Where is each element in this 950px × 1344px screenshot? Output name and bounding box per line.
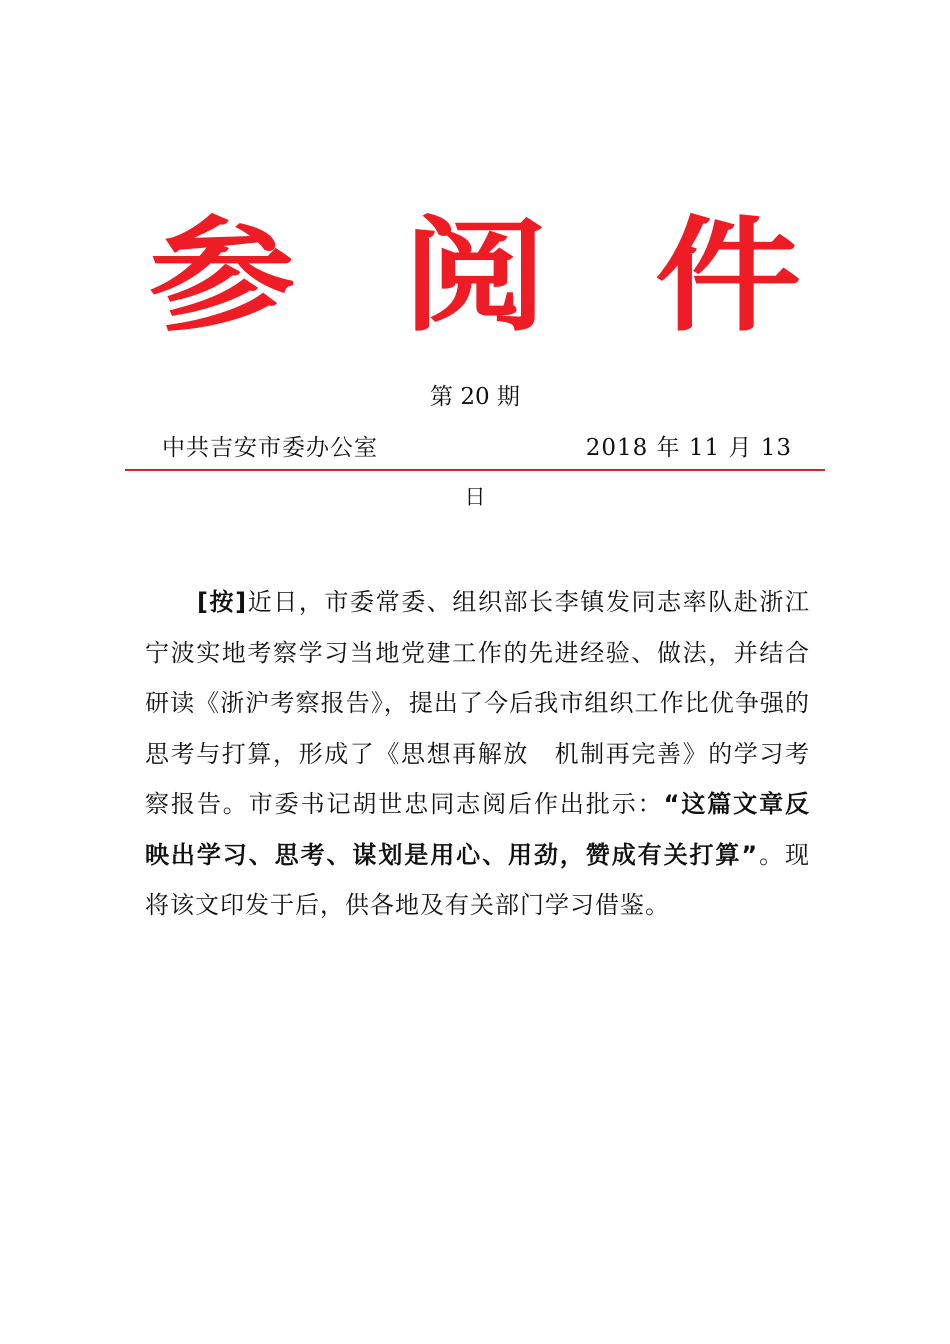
issue-number: 第 20 期	[430, 384, 520, 410]
editor-note-tag: [按]	[197, 588, 248, 616]
issue-date: 2018 年 11 月 13	[585, 435, 792, 461]
editor-note-paragraph	[145, 577, 810, 931]
masthead-char-3: 件	[654, 205, 802, 349]
masthead-title	[148, 205, 802, 349]
editor-note-lead: 近日，市委常委、组织部长李镇发同志率队赴浙江宁波实地考察学习当地党建工作的先进经验、做法，并结合研读《浙沪考察报告》，提出了今后我市组织工作比优争强的思考与打算，形成了《思想再解放 机制再完善》的学习考察报告。市委书记胡世忠同志阅后作出批示：	[145, 588, 810, 818]
editor-note	[145, 577, 810, 931]
issue-date-wrap: 日	[464, 485, 486, 509]
red-divider	[125, 469, 825, 471]
instruction-quote: “这篇文章反映出学习、思考、谋划是用心、用劲，赞成有关打算”	[145, 790, 810, 869]
issuer-name: 中共吉安市委办公室	[162, 435, 378, 461]
masthead-char-1: 参	[148, 205, 296, 349]
editor-note-closing: 。现将该文印发于后，供各地及有关部门学习借鉴。	[145, 840, 810, 919]
issuer-row	[162, 430, 792, 466]
masthead-char-2: 阅	[401, 205, 549, 349]
